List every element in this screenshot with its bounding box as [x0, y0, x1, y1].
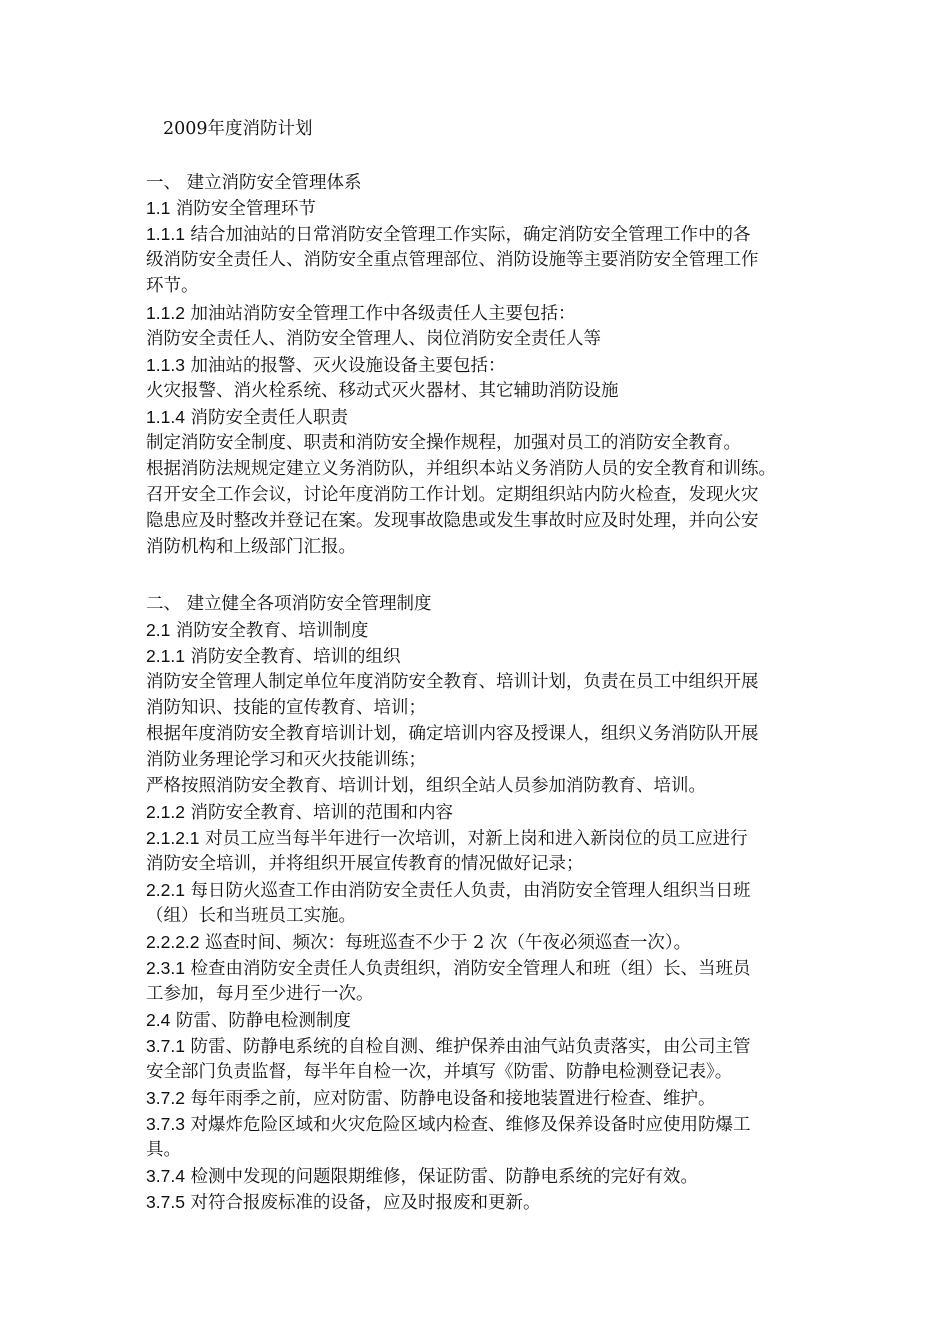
section-number: 1.1	[146, 198, 171, 218]
section-number: 2.4	[146, 1010, 171, 1030]
text-line	[146, 197, 316, 220]
line-text: 根据年度消防安全教育培训计划，确定培训内容及授课人，组织义务消防队开展	[146, 724, 759, 744]
text-line	[146, 671, 759, 693]
text-line	[146, 432, 741, 454]
section-number: 2.1	[146, 620, 171, 640]
text-line	[146, 1061, 732, 1083]
line-text: 对符合报废标准的设备，应及时报废和更新。	[184, 1193, 541, 1213]
text-line	[146, 879, 751, 902]
line-text: 召开安全工作会议，讨论年度消防工作计划。定期组织站内防火检查，发现火灾	[146, 485, 759, 505]
section-number: 2.3.1	[146, 958, 185, 978]
line-text: 检查由消防安全责任人负责组织，消防安全管理人和班（组）长、当班员	[184, 959, 751, 979]
line-text: 对爆炸危险区域和火灾危险区域内检查、维修及保养设备时应使用防爆工	[184, 1115, 751, 1135]
text-line	[146, 1191, 541, 1214]
text-line	[146, 328, 601, 350]
section-number: 2.2.2.2	[146, 932, 200, 952]
text-line	[146, 380, 619, 402]
line-text: 巡查时间、频次：每班巡查不少于 2 次（午夜必须巡查一次）。	[199, 933, 692, 953]
text-line	[146, 536, 356, 558]
text-line	[146, 510, 759, 532]
section-number: 2.1.1	[146, 646, 185, 666]
line-text: 级消防安全责任人、消防安全重点管理部位、消防设施等主要消防安全管理工作	[146, 250, 759, 270]
text-line	[146, 697, 426, 719]
text-line	[146, 223, 751, 246]
line-text: 加油站消防安全管理工作中各级责任人主要包括：	[184, 304, 576, 324]
text-line	[146, 484, 759, 506]
line-text: 二、 建立健全各项消防安全管理制度	[146, 594, 432, 614]
text-line	[146, 249, 759, 271]
text-line	[146, 801, 453, 824]
line-text: 根据消防法规规定建立义务消防队，并组织本站义务消防人员的安全教育和训练。	[146, 459, 776, 479]
line-text: 消防安全管理人制定单位年度消防安全教育、培训计划，负责在员工中组织开展	[146, 672, 759, 692]
line-text: 一、 建立消防安全管理体系	[146, 173, 362, 193]
text-line	[146, 1035, 751, 1058]
line-text: 消防业务理论学习和灭火技能训练；	[146, 750, 426, 770]
text-line	[146, 619, 368, 642]
line-text: 消防安全培训，并将组织开展宣传教育的情况做好记录；	[146, 854, 584, 874]
section-number: 2.2.1	[146, 880, 185, 900]
line-text: 具。	[146, 1140, 181, 1160]
text-line	[146, 458, 776, 480]
line-text: 加油站的报警、灭火设施设备主要包括：	[184, 356, 506, 376]
line-text: 消防安全责任人、消防安全管理人、岗位消防安全责任人等	[146, 329, 601, 349]
section-number: 1.1.4	[146, 407, 185, 427]
section-number: 1.1.2	[146, 303, 185, 323]
line-text: 消防机构和上级部门汇报。	[146, 537, 356, 557]
line-text: 每年雨季之前，应对防雷、防静电设备和接地装置进行检查、维护。	[184, 1089, 716, 1109]
section-number: 1.1.1	[146, 224, 185, 244]
text-line	[146, 827, 748, 850]
text-line	[146, 1165, 698, 1188]
section-number: 3.7.5	[146, 1192, 185, 1212]
line-text: 消防安全管理环节	[170, 199, 316, 219]
section-number: 2.1.2	[146, 802, 185, 822]
text-line	[146, 593, 432, 615]
text-line	[146, 931, 691, 954]
line-text: 消防安全责任人职责	[184, 408, 348, 428]
section-number: 3.7.3	[146, 1114, 185, 1134]
text-line	[146, 723, 759, 745]
section-number: 3.7.4	[146, 1166, 185, 1186]
text-line	[146, 1087, 716, 1110]
line-text: 环节。	[146, 276, 199, 296]
text-line	[146, 905, 356, 927]
text-line	[146, 1113, 751, 1136]
line-text: 防雷、防静电检测制度	[170, 1011, 351, 1031]
text-line	[146, 354, 506, 377]
section-number: 3.7.1	[146, 1036, 185, 1056]
section-number: 2.1.2.1	[146, 828, 200, 848]
line-text: 工参加，每月至少进行一次。	[146, 984, 374, 1004]
text-line	[146, 172, 362, 194]
line-text: 安全部门负责监督，每半年自检一次，并填写《防雷、防静电检测登记表》。	[146, 1062, 733, 1082]
text-line	[146, 775, 706, 797]
text-line	[146, 983, 374, 1005]
line-text: 对员工应当每半年进行一次培训，对新上岗和进入新岗位的员工应进行	[199, 829, 748, 849]
line-text: 防雷、防静电系统的自检自测、维护保养由油气站负责落实，由公司主管	[184, 1037, 751, 1057]
line-text: 隐患应及时整改并登记在案。发现事故隐患或发生事故时应及时处理，并向公安	[146, 511, 759, 531]
line-text: 消防安全教育、培训制度	[170, 621, 369, 641]
line-text: 严格按照消防安全教育、培训计划，组织全站人员参加消防教育、培训。	[146, 776, 706, 796]
line-text: 检测中发现的问题限期维修，保证防雷、防静电系统的完好有效。	[184, 1167, 698, 1187]
line-text: 消防知识、技能的宣传教育、培训；	[146, 698, 426, 718]
line-text: 消防安全教育、培训的范围和内容	[184, 803, 453, 823]
line-text: 火灾报警、消火栓系统、移动式灭火器材、其它辅助消防设施	[146, 381, 619, 401]
text-line	[146, 749, 426, 771]
line-text: 每日防火巡查工作由消防安全责任人负责，由消防安全管理人组织当日班	[184, 881, 751, 901]
line-text: 结合加油站的日常消防安全管理工作实际，确定消防安全管理工作中的各	[184, 225, 751, 245]
section-number: 1.1.3	[146, 355, 185, 375]
page-title	[163, 118, 313, 140]
section-number: 3.7.2	[146, 1088, 185, 1108]
text-line	[146, 957, 751, 980]
line-text: （组）长和当班员工实施。	[146, 906, 356, 926]
text-line	[146, 645, 401, 668]
line-text: 消防安全教育、培训的组织	[184, 647, 401, 667]
text-line	[146, 853, 584, 875]
text-line	[146, 406, 348, 429]
title-text: 2009年度消防计划	[163, 119, 313, 139]
text-line	[146, 1139, 181, 1161]
text-line	[146, 1009, 351, 1032]
line-text: 制定消防安全制度、职责和消防安全操作规程，加强对员工的消防安全教育。	[146, 433, 741, 453]
text-line	[146, 302, 576, 325]
text-line	[146, 275, 199, 297]
